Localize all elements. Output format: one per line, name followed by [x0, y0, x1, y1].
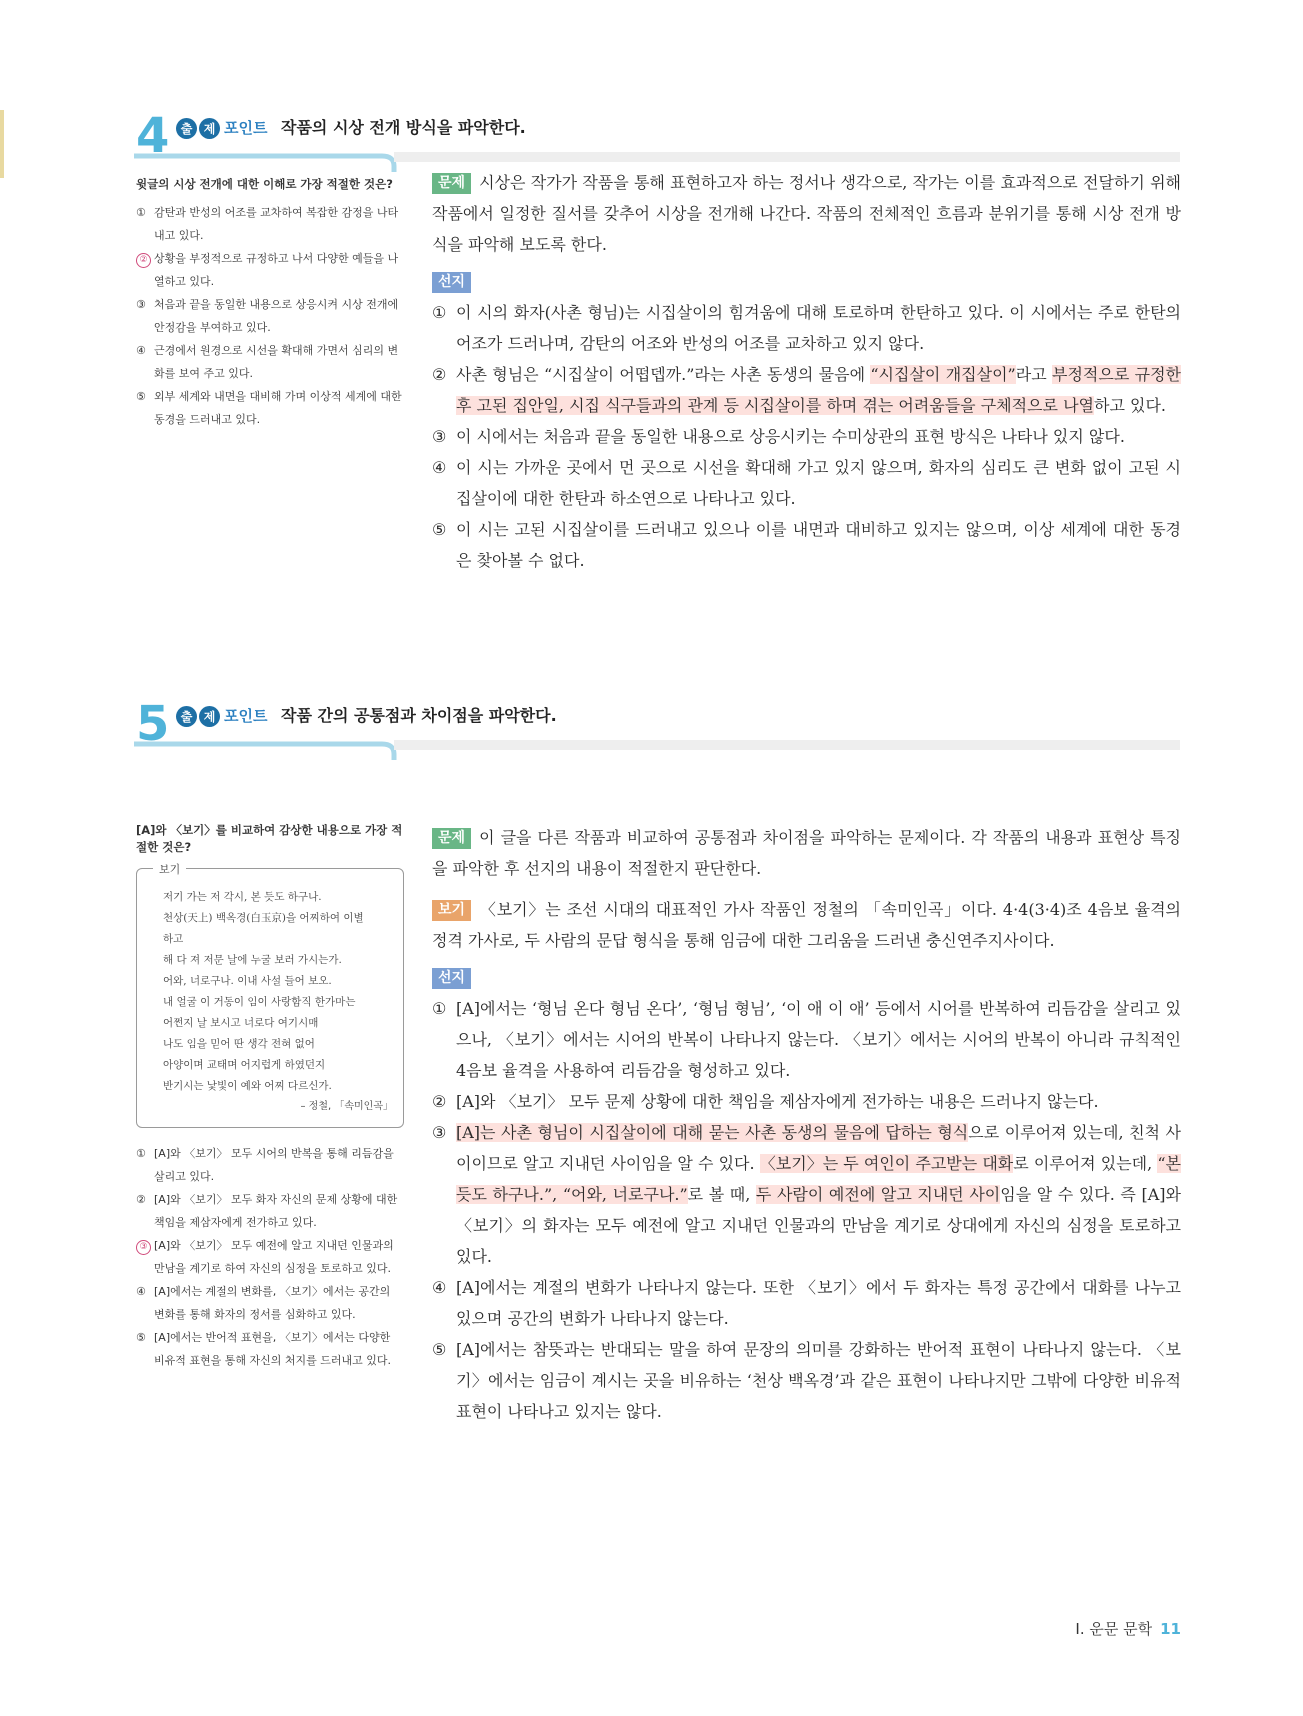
- chapter-label: Ⅰ. 운문 문학: [1075, 1620, 1153, 1638]
- option: ② [A]와 〈보기〉 모두 화자 자신의 문제 상황에 대한 책임을 제삼자에게 전가하고 있다.: [136, 1193, 398, 1229]
- problem-paragraph: 문제 이 글을 다른 작품과 비교하여 공통점과 차이점을 파악하는 문제이다. 각 작품의 내용과 표현상 특징을 파악한 후 선지의 내용이 적절한지 판단한다.: [432, 828, 1181, 878]
- option: ① [A]와 〈보기〉 모두 시어의 반복을 통해 리듬감을 살리고 있다.: [136, 1147, 394, 1183]
- choice-explanation: ④ [A]에서는 계절의 변화가 나타나지 않는다. 또한 〈보기〉에서 두 화자는 특정 공간에서 대화를 나누고 있으며 공간의 변화가 나타나지 않는다.: [432, 1278, 1181, 1328]
- section-4-header: [136, 108, 1181, 170]
- choice-explanation: ② [A]와 〈보기〉 모두 문제 상황에 대한 책임을 제삼자에게 전가하는 내용은 드러나지 않는다.: [432, 1092, 1099, 1111]
- choice-explanation: ③ 이 시에서는 처음과 끝을 동일한 내용으로 상응시키는 수미상관의 표현 방식은 나타나 있지 않다.: [432, 427, 1125, 446]
- badge-word: 포인트: [224, 119, 268, 137]
- bogi-label: 보기: [153, 861, 186, 877]
- highlight: 두 사람이 예전에 알고 지내던 사이: [755, 1185, 1001, 1204]
- bogi-paragraph: 보기 〈보기〉는 조선 시대의 대표적인 가사 작품인 정철의 「속미인곡」이다. 4·4(3·4)조 4음보 율격의 정격 가사로, 두 사람의 문답 형식을 통해 임금에 대한 그리움을 드러낸 충신연주지사이다.: [432, 900, 1181, 950]
- option: ④ 근경에서 원경으로 시선을 확대해 가면서 심리의 변화를 보여 주고 있다.: [136, 344, 399, 380]
- header-rule: [132, 724, 1182, 760]
- option: ① 감탄과 반성의 어조를 교차하여 복잡한 감정을 나타내고 있다.: [136, 206, 399, 242]
- problem-paragraph: 문제 시상은 작가가 작품을 통해 표현하고자 하는 정서나 생각으로, 작가는 이를 효과적으로 전달하기 위해 작품에서 일정한 질서를 갖추어 시상을 전개해 나간다. 작품의 전체적인 흐름과 분위기를 통해 시상 전개 방식을 파악해 보도록 한다.: [432, 173, 1181, 254]
- badge-char: 출: [176, 118, 197, 139]
- badge-word: 포인트: [224, 707, 268, 725]
- question-text: 윗글의 시상 전개에 대한 이해로 가장 적절한 것은?: [136, 177, 393, 191]
- badge-char: 제: [199, 118, 220, 139]
- page-number: 11: [1160, 1620, 1181, 1638]
- poem-line: 반기시는 낯빛이 예와 어찌 다르신가.: [163, 1080, 332, 1092]
- section-5-header: [136, 696, 1181, 758]
- choice-explanation: ② 사촌 형님은 “시집살이 어떱뎁까.”라는 사촌 동생의 물음에 “시집살이 개집살이”라고 부정적으로 규정한 후 고된 집안일, 시집 식구들과의 관계 등 시집살이를 하며 겪는 어려움들을 구체적으로 나열하고 있다.: [432, 365, 1181, 415]
- choices-tag: 선지: [432, 272, 471, 293]
- option: ④ [A]에서는 계절의 변화를, 〈보기〉에서는 공간의 변화를 통해 화자의 정서를 심화하고 있다.: [136, 1285, 391, 1321]
- option: ③ 처음과 끝을 동일한 내용으로 상응시켜 시상 전개에 안정감을 부여하고 있다.: [136, 298, 399, 334]
- answer-circle-mark: ②: [136, 253, 151, 268]
- answer-circle-mark: ③: [136, 1240, 151, 1255]
- poem-line: 해 다 져 저문 날에 누굴 보러 가시는가.: [163, 954, 342, 966]
- poem-line: 어쩐지 날 보시고 너로다 여기시매: [163, 1017, 319, 1029]
- option-answer: ③ [A]와 〈보기〉 모두 예전에 알고 지내던 인물과의 만남을 계기로 하여 자신의 심정을 토로하고 있다.: [136, 1234, 404, 1280]
- poem-source: – 정철, 「속미인곡」: [300, 1101, 393, 1112]
- option-answer: ② 상황을 부정적으로 규정하고 나서 다양한 예들을 나열하고 있다.: [136, 247, 404, 293]
- poem-line: 저기 가는 저 각시, 본 듯도 하구나.: [163, 891, 322, 903]
- choice-explanation: ③ [A]는 사촌 형님이 시집살이에 대해 묻는 사촌 동생의 물음에 답하는 형식으로 이루어져 있는데, 친척 사이이므로 알고 지내던 사이임을 알 수 있다. 〈보기〉는 두 여인이 주고받는 대화로 이루어져 있는데, “본 듯도 하구나.”, “어와, 너로구나.”로 볼 때, 두 사람이 예전에 알고 지내던 사이임을 알 수 있다. 즉 [A]와 〈보기〉의 화자는 모두 예전에 알고 지내던 인물과의 만남을 계기로 상대에게 자신의 심정을 토로하고 있다.: [432, 1123, 1182, 1266]
- highlight: “본 듯도 하구나.”, “어와, 너로구나.”: [456, 1154, 1181, 1204]
- problem-tag: 문제: [432, 173, 471, 194]
- page-edge-mark: [0, 110, 4, 178]
- option: ⑤ 외부 세계와 내면을 대비해 가며 이상적 세계에 대한 동경을 드러내고 있다.: [136, 390, 402, 426]
- poem-line: 아양이며 교태며 어지럽게 하였던지: [163, 1059, 326, 1071]
- poem-line: 내 얼굴 이 거동이 임이 사랑함직 한가마는: [163, 996, 356, 1008]
- section-4-explanation: [432, 167, 1181, 576]
- choice-explanation: ⑤ [A]에서는 참뜻과는 반대되는 말을 하여 문장의 의미를 강화하는 반어적 표현이 나타나지 않는다. 〈보기〉에서는 임금이 계시는 곳을 비유하는 ‘천상 백옥경’과 같은 표현이 나타나지만 그밖에 다양한 비유적 표현이 나타나고 있지는 않다.: [432, 1340, 1181, 1421]
- choice-explanation: ① 이 시의 화자(사촌 형님)는 시집살이의 힘겨움에 대해 토로하며 한탄하고 있다. 이 시에서는 주로 한탄의 어조가 드러나며, 감탄의 어조와 반성의 어조를 교차하고 있지 않다.: [432, 303, 1181, 353]
- section-number: 5: [136, 696, 170, 752]
- section-5-explanation: [432, 822, 1181, 1427]
- choice-explanation: ④ 이 시는 가까운 곳에서 먼 곳으로 시선을 확대해 가고 있지 않으며, 화자의 심리도 큰 변화 없이 고된 시집살이에 대한 한탄과 하소연으로 나타나고 있다.: [432, 458, 1181, 508]
- section-4-question: [136, 176, 404, 431]
- poem-line: 나도 임을 믿어 딴 생각 전혀 없어: [163, 1038, 315, 1050]
- choices-tag: 선지: [432, 968, 471, 989]
- highlight: 부정적으로 규정한 후 고된 집안일, 시집 식구들과의 관계 등 시집살이를 하며 겪는 어려움들을 구체적으로 나열: [456, 365, 1181, 415]
- section-5-question: [136, 822, 404, 1372]
- problem-tag: 문제: [432, 828, 471, 849]
- badge-char: 출: [176, 706, 197, 727]
- badge-char: 제: [199, 706, 220, 727]
- poem-line: 하고: [163, 933, 184, 945]
- question-text: [A]와 〈보기〉를 비교하여 감상한 내용으로 가장 적절한 것은?: [136, 823, 403, 854]
- bogi-box: [136, 863, 404, 1128]
- section-title: 작품 간의 공통점과 차이점을 파악한다.: [281, 706, 557, 725]
- choice-explanation: ⑤ 이 시는 고된 시집살이를 드러내고 있으나 이를 내면과 대비하고 있지는 않으며, 이상 세계에 대한 동경은 찾아볼 수 없다.: [432, 520, 1181, 570]
- poem-line: 천상(天上) 백옥경(白玉京)을 어찌하여 이별: [163, 912, 364, 924]
- poem-line: 어와, 너로구나. 이내 사설 들어 보오.: [163, 975, 332, 987]
- choice-explanation: ① [A]에서는 ‘형님 온다 형님 온다’, ‘형님 형님’, ‘이 애 이 애’ 등에서 시어를 반복하여 리듬감을 살리고 있으나, 〈보기〉에서는 시어의 반복이 나타나지 않는다. 〈보기〉에서는 시어의 반복이 아니라 규칙적인 4음보 율격을 사용하여 리듬감을 형성하고 있다.: [432, 999, 1181, 1080]
- highlight: 〈보기〉는 두 여인이 주고받는 대화: [759, 1154, 1014, 1173]
- bogi-tag: 보기: [432, 900, 471, 921]
- page-footer: [1075, 1618, 1181, 1639]
- highlight: [A]는 사촌 형님이 시집살이에 대해 묻는 사촌 동생의 물음에 답하는 형식: [456, 1123, 969, 1142]
- highlight: “시집살이 개집살이”: [870, 365, 1016, 384]
- option: ⑤ [A]에서는 반어적 표현을, 〈보기〉에서는 다양한 비유적 표현을 통해 자신의 처지를 드러내고 있다.: [136, 1331, 391, 1367]
- section-title: 작품의 시상 전개 방식을 파악한다.: [281, 118, 526, 137]
- section-number: 4: [136, 108, 170, 164]
